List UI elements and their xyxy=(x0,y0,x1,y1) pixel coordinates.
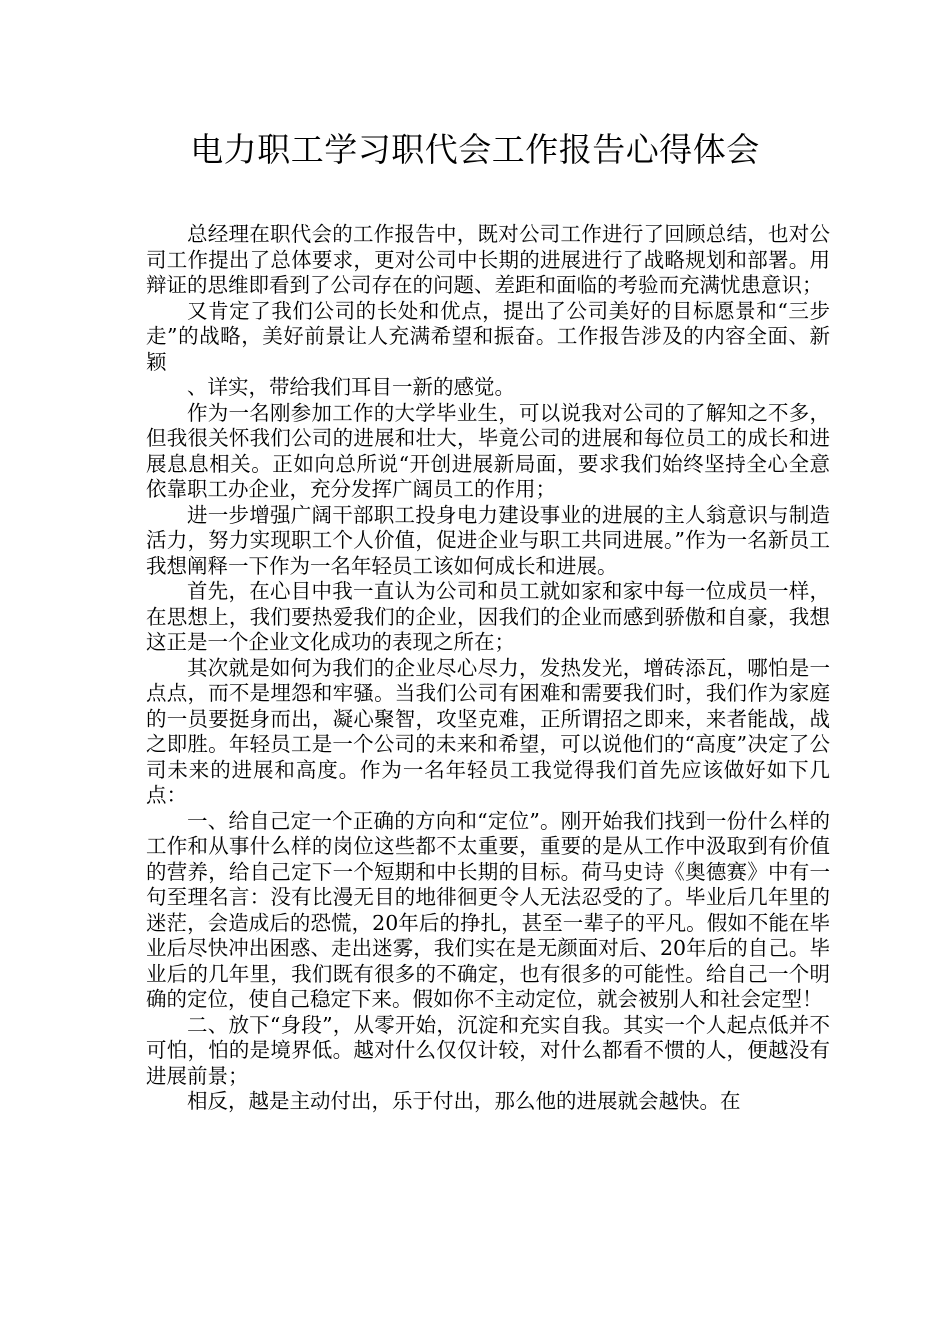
paragraph: 首先，在心目中我一直认为公司和员工就如家和家中每一位成员一样，在思想上，我们要热爱我们的企业，因我们的企业而感到骄傲和自豪，我想这正是一个企业文化成功的表现之所在； xyxy=(146,579,830,654)
paragraph: 相反，越是主动付出，乐于付出，那么他的进展就会越快。在 xyxy=(187,1089,741,1113)
paragraph: 其次就是如何为我们的企业尽心尽力，发热发光，增砖添瓦，哪怕是一点点，而不是埋怨和牢骚。当我们公司有困难和需要我们时，我们作为家庭的一员要挺身而出，凝心聚智，攻坚克难，正所谓招之即来，来者能战，战之即胜。年轻员工是一个公司的未来和希望，可以说他们的“高度”决定了公司未来的进展和高度。作为一名年轻员工我觉得我们首先应该做好如下几点： xyxy=(146,655,830,807)
document-title: 电力职工学习职代会工作报告心得体会 xyxy=(190,130,760,169)
paragraph: 又肯定了我们公司的长处和优点，提出了公司美好的目标愿景和“三步走”的战略，美好前景让人充满希望和振奋。工作报告涉及的内容全面、新颖 xyxy=(146,298,830,374)
paragraph: 、详实，带给我们耳目一新的感觉。 xyxy=(187,375,515,399)
paragraph: 总经理在职代会的工作报告中，既对公司工作进行了回顾总结，也对公司工作提出了总体要求，更对公司中长期的进展进行了战略规划和部署。用辩证的思维即看到了公司存在的问题、差距和面临的考验而充满忧患意识； xyxy=(146,222,830,297)
paragraph: 进一步增强广阔干部职工投身电力建设事业的进展的主人翁意识与制造活力，努力实现职工个人价值，促进企业与职工共同进展。”作为一名新员工我想阐释一下作为一名年轻员工该如何成长和进展。 xyxy=(146,502,830,578)
paragraph: 二、放下“身段”，从零开始，沉淀和充实自我。其实一个人起点低并不可怕，怕的是境界低。越对什么仅仅计较，对什么都看不惯的人，便越没有进展前景； xyxy=(146,1012,830,1088)
document-body xyxy=(146,222,830,1115)
paragraph: 作为一名刚参加工作的大学毕业生，可以说我对公司的了解知之不多，但我很关怀我们公司的进展和壮大，毕竟公司的进展和每位员工的成长和进展息息相关。正如向总所说“开创进展新局面，要求我们始终坚持全心全意依靠职工办企业，充分发挥广阔员工的作用； xyxy=(146,400,830,501)
paragraph: 一、给自己定一个正确的方向和“定位”。刚开始我们找到一份什么样的工作和从事什么样的岗位这些都不太重要，重要的是从工作中汲取到有价值的营养，给自己定下一个短期和中长期的目标。荷马史诗《奥德赛》中有一句至理名言：没有比漫无目的地徘徊更令人无法忍受的了。毕业后几年里的迷茫，会造成后的恐慌，20年后的挣扎，甚至一辈子的平凡。假如不能在毕业后尽快冲出困惑、走出迷雾，我们实在是无颜面对后、20年后的自己。毕业后的几年里，我们既有很多的不确定，也有很多的可能性。给自己一个明确的定位，使自己稳定下来。假如你不主动定位，就会被别人和社会定型！ xyxy=(146,808,830,1011)
